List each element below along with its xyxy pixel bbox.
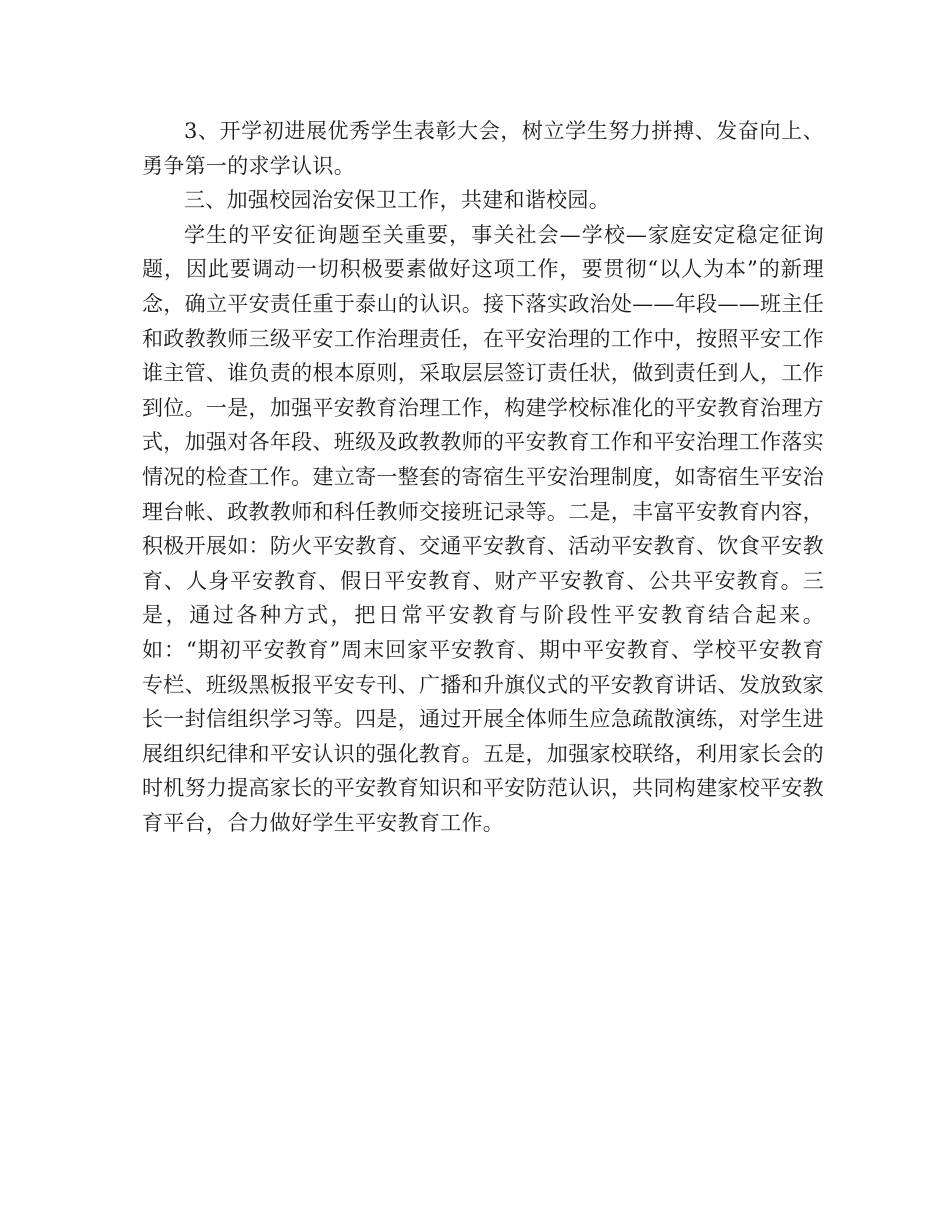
paragraph-commendation: 3、开学初进展优秀学生表彰大会，树立学生努力拼搏、发奋向上、勇争第一的求学认识。 xyxy=(142,119,824,178)
section-heading-campus-security: 三、加强校园治安保卫工作，共建和谐校园。 xyxy=(184,188,610,213)
paragraph-safety-education: 学生的平安征询题至关重要，事关社会—学校—家庭安定稳定征询题，因此要调动一切积极要素做好这项工作，要贯彻“以人为本”的新理念，确立平安责任重于泰山的认识。接下落实政治处——年段——班主任和政教教师三级平安工作治理责任，在平安治理的工作中，按照平安工作谁主管、谁负责的根本原则，采取层层签订责任状，做到责任到人，工作到位。一是，加强平安教育治理工作，构建学校标准化的平安教育治理方式，加强对各年段、班级及政教教师的平安教育工作和平安治理工作落实情况的检查工作。建立寄一整套的寄宿生平安治理制度，如寄宿生平安治理台帐、政教教师和科任教师交接班记录等。二是，丰富平安教育内容，积极开展如：防火平安教育、交通平安教育、活动平安教育、饮食平安教育、人身平安教育、假日平安教育、财产平安教育、公共平安教育。三是，通过各种方式，把日常平安教育与阶段性平安教育结合起来。如：“期初平安教育”周末回家平安教育、期中平安教育、学校平安教育专栏、班级黑板报平安专刊、广播和升旗仪式的平安教育讲话、发放致家长一封信组织学习等。四是，通过开展全体师生应急疏散演练，对学生进展组织纪律和平安认识的强化教育。五是，加强家校联络，利用家长会的时机努力提高家长的平安教育知识和平安防范认识，共同构建家校平安教育平台，合力做好学生平安教育工作。 xyxy=(142,222,824,835)
document-body xyxy=(142,114,824,840)
